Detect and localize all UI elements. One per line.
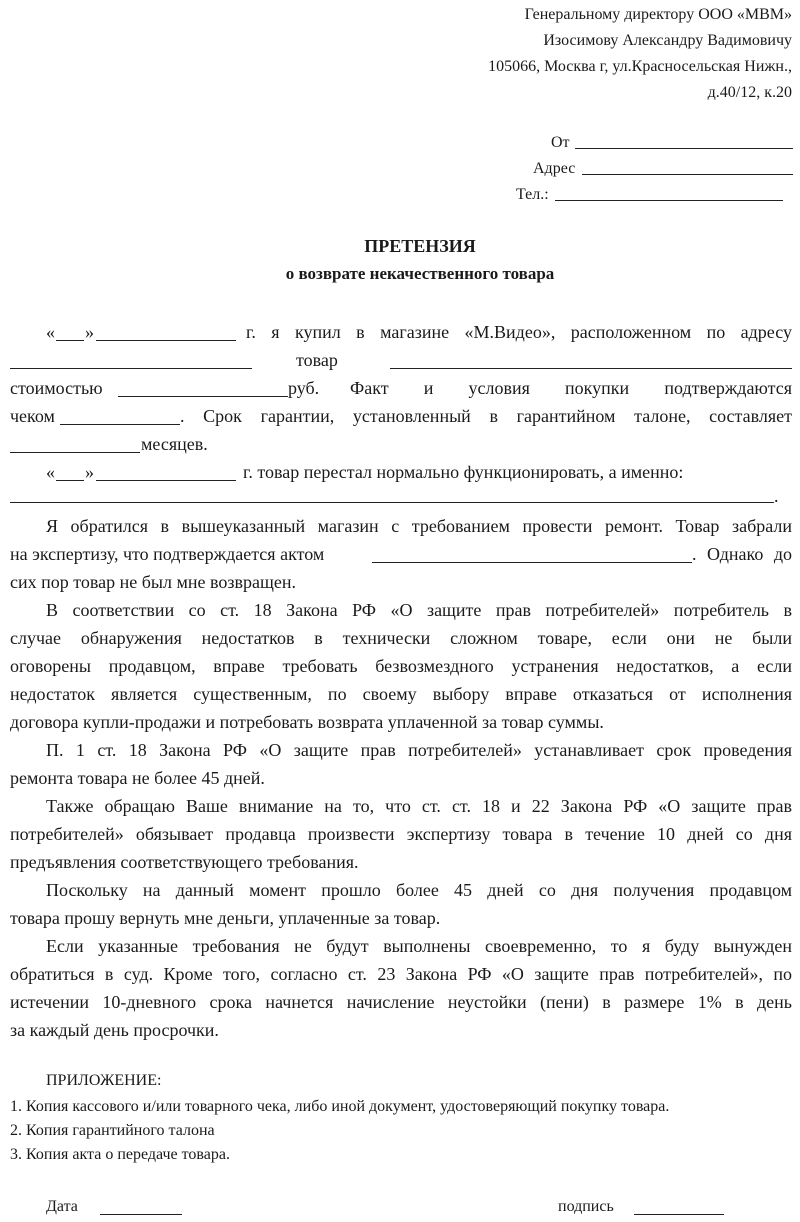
store-address-blank [10,368,252,369]
warranty-text: . Срок гарантии, установленный в гарантийном талоне, составляет [180,406,792,426]
failure-date-close-quote: » [85,462,94,482]
body-p4-line-1: В соответствии со ст. 18 Закона РФ «О защите прав потребителей» потребитель в [46,600,792,620]
address-label: Адрес [533,160,576,177]
day-blank [56,340,84,341]
phone-field-line [555,200,783,201]
date-close-quote: » [85,322,94,342]
failure-text: г. товар перестал нормально функционировать, а именно: [243,462,684,482]
body-p8-line-4: за каждый день просрочки. [10,1020,219,1040]
signature-blank [634,1214,724,1215]
body-p8-line-1: Если указанные требования не будут выполнены своевременно, то я буду вынужден [46,936,792,956]
from-label: От [551,134,570,151]
signature-label: подпись [558,1198,614,1215]
addressee-line-1: Генеральному директору ООО «МВМ» [524,6,792,23]
addressee-line-3: 105066, Москва г, ул.Красносельская Нижн., [488,58,792,75]
attachment-item: 1. Копия кассового и/или товарного чека, либо иной документ, удостоверяющий покупку товара. [10,1098,670,1115]
body-p6-line-2: потребителей» обязывает продавца произвести экспертизу товара в течение 10 дней со дня [10,824,792,844]
date-open-quote: « [46,322,55,342]
addressee-line-2: Изосимову Александру Вадимовичу [543,32,792,49]
purchase-text-line-1: г. я купил в магазине «М.Видео», расположенном по адресу [246,322,792,342]
document-subtitle: о возврате некачественного товара [285,264,555,283]
date-label: Дата [46,1198,78,1215]
failure-description-blank [10,502,774,503]
attachment-item: 3. Копия акта о передаче товара. [10,1146,230,1163]
currency-label: руб. [288,378,320,398]
body-p4-line-2: случае обнаружения недостатков в технически сложном товаре, если они не были [10,628,792,648]
failure-month-blank [96,480,236,481]
body-p5-line-2: ремонта товара не более 45 дней. [10,768,265,788]
body-p4-line-5: договора купли-продажи и потребовать возврата уплаченной за товар суммы. [10,712,604,732]
failure-end-period: . [774,486,779,506]
body-p7-line-1: Поскольку на данный момент прошло более 45 дней со дня получения продавцом [46,880,792,900]
warranty-months-blank [10,452,140,453]
body-p4-line-4: недостаток является существенным, по своему выбору вправе отказаться от исполнения [10,684,792,704]
from-field-line [575,148,793,149]
body-p3-line-3: сих пор товар не был мне возвращен. [10,572,296,592]
addressee-line-4: д.40/12, к.20 [707,84,792,101]
body-p8-line-3: истечении 10-дневного срока начнется начисление неустойки (пени) в размере 1% в день [10,992,792,1012]
month-blank [96,340,236,341]
purchase-proof-text: Факт и условия покупки подтверждаются [350,378,792,398]
address-field-line [582,174,793,175]
body-p6-line-1: Также обращаю Ваше внимание на то, что ст. ст. 18 и 22 Закона РФ «О защите прав [46,796,792,816]
failure-day-blank [56,480,84,481]
body-p3-line-2a: на экспертизу, что подтверждается актом [10,544,325,564]
act-number-blank [372,562,692,563]
phone-label: Тел.: [516,186,549,203]
receipt-blank [60,424,180,425]
attachments-heading: ПРИЛОЖЕНИЕ: [46,1072,162,1089]
cost-label: стоимостью [10,378,103,398]
body-p5-line-1: П. 1 ст. 18 Закона РФ «О защите прав потребителей» устанавливает срок проведения [46,740,792,760]
attachment-item: 2. Копия гарантийного талона [10,1122,215,1139]
body-p8-line-2: обратиться в суд. Кроме того, согласно ст. 23 Закона РФ «О защите прав потребителей», по [10,964,792,984]
body-p6-line-3: предъявления соответствующего требования. [10,852,359,872]
product-blank [390,368,792,369]
body-p3-line-1: Я обратился в вышеуказанный магазин с требованием провести ремонт. Товар забрали [46,516,792,536]
product-label: товар [296,350,338,370]
body-p7-line-2: товара прошу вернуть мне деньги, уплаченные за товар. [10,908,441,928]
months-label: месяцев. [141,434,208,454]
date-blank [100,1214,182,1215]
cost-blank [118,396,288,397]
document-title: ПРЕТЕНЗИЯ [364,236,476,256]
body-p4-line-3: оговорены продавцом, вправе требовать безвозмездного устранения недостатков, а если [10,656,792,676]
body-p3-line-2b: . Однако до [692,544,792,564]
failure-date-open-quote: « [46,462,55,482]
receipt-label: чеком [10,406,55,426]
